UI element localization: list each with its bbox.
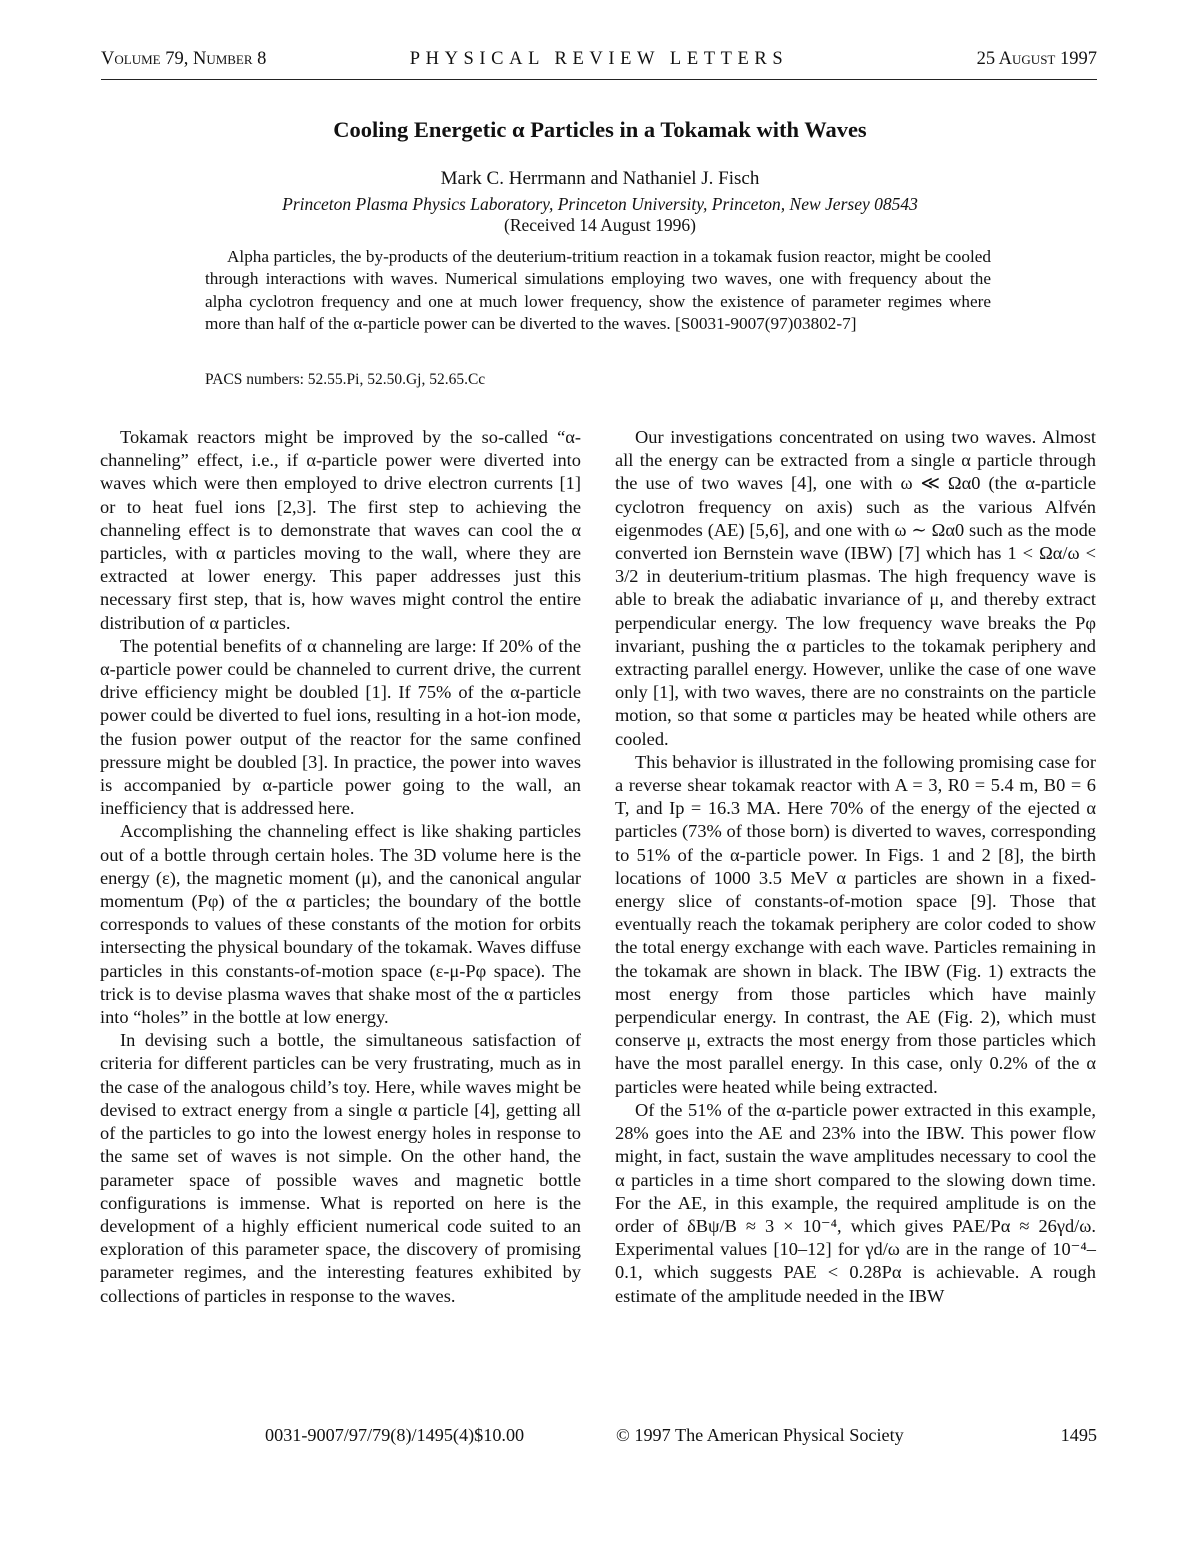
paragraph: The potential benefits of α channeling are large: If 20% of the α-particle power could be channeled to current drive, the current drive efficiency might be doubled [1]. If 75% of the α-particle power could be diverted to fuel ions, resulting in a hot-ion mode, the fusion power output of the reactor for the same confined pressure might be doubled [3]. In practice, the power into waves is accompanied by α-particle power going to the wall, an inefficiency that is addressed here. (100, 635, 581, 819)
right-column (615, 426, 1096, 1308)
journal-name: PHYSICAL REVIEW LETTERS (409, 49, 789, 69)
abstract (205, 246, 991, 336)
paragraph: Our investigations concentrated on using two waves. Almost all the energy can be extracted from a single α particle through the use of two waves [4], one with ω ≪ Ωα0 (the α-particle cyclotron frequency on axis) such as the various Alfvén eigenmodes (AE) [5,6], and one with ω ∼ Ωα0 such as the mode converted ion Bernstein wave (IBW) [7] which has 1 < Ωα/ω < 3/2 in deuterium-tritium plasmas. The high frequency wave is able to break the adiabatic invariance of μ, and thereby extract perpendicular energy. The low frequency wave breaks the Pφ invariant, pushing the α particles to the tokamak periphery and extracting parallel energy. However, unlike the case of one wave only [1], with two waves, there are no constraints on the particle motion, so that some α particles may be heated while others are cooled. (615, 427, 1096, 749)
copyright: © 1997 The American Physical Society (616, 1425, 904, 1445)
running-header (101, 44, 1097, 74)
article-code: 0031-9007/97/79(8)/1495(4)$10.00 (265, 1425, 525, 1445)
pacs-numbers: PACS numbers: 52.55.Pi, 52.50.Gj, 52.65.Cc (205, 371, 486, 388)
paragraph: This behavior is illustrated in the following promising case for a reverse shear tokamak reactor with A = 3, R0 = 5.4 m, B0 = 6 T, and Ip = 16.3 MA. Here 70% of the energy of the ejected α particles (73% of those born) is diverted to waves, corresponding to 51% of the α-particle power. In Figs. 1 and 2 [8], the birth locations of 1000 3.5 MeV α particles are shown in a fixed-energy slice of constants-of-motion space [9]. Those that eventually reach the tokamak periphery are color coded to show the total energy exchange with each wave. Particles remaining in the tokamak are shown in black. The IBW (Fig. 1) extracts the most energy from those particles which have mainly perpendicular energy. In contrast, the AE (Fig. 2), which must conserve μ, extracts the most energy from those particles which have the most parallel energy. In this case, only 0.2% of the α particles were heated while being extracted. (615, 751, 1096, 1097)
issue-date: 25 August 1997 (976, 49, 1097, 69)
volume-number: Volume 79, Number 8 (101, 49, 267, 69)
left-column (100, 426, 581, 1308)
paragraph: Of the 51% of the α-particle power extracted in this example, 28% goes into the AE and 23% into the IBW. This power flow might, in fact, sustain the wave amplitudes necessary to cool the α particles in a time short compared to the slowing down time. For the AE, in this example, the required amplitude is on the order of δBψ/B ≈ 3 × 10⁻⁴, which gives PAE/Pα ≈ 26γd/ω. Experimental values [10–12] for γd/ω are in the range of 10⁻⁴–0.1, which suggests PAE < 0.28Pα is achievable. A rough estimate of the amplitude needed in the IBW (615, 1099, 1096, 1306)
affiliation: Princeton Plasma Physics Laboratory, Princeton University, Princeton, New Jersey 08543 (282, 194, 918, 214)
paragraph: In devising such a bottle, the simultaneous satisfaction of criteria for different particles can be very frustrating, much as in the case of the analogous child’s toy. Here, while waves might be devised to extract energy from a single α particle [4], getting all of the particles to go into the lowest energy holes in response to the same set of waves is not simple. On the other hand, the parameter space of possible waves and magnetic bottle configurations is immense. What is reported on here is the development of a highly efficient numerical code suited to an exploration of this parameter space, the discovery of promising parameter regimes, and the interesting features exhibited by collections of particles in response to the waves. (100, 1030, 581, 1306)
paper-title: Cooling Energetic α Particles in a Tokamak with Waves (333, 117, 867, 142)
abstract-text: Alpha particles, the by-products of the deuterium-tritium reaction in a tokamak fusion reactor, might be cooled through interactions with waves. Numerical simulations employing two waves, one with frequency about the alpha cyclotron frequency and one at much lower frequency, show the existence of parameter regimes where more than half of the α-particle power can be diverted to the waves. [S0031-9007(97)03802-7] (205, 247, 991, 334)
authors: Mark C. Herrmann and Nathaniel J. Fisch (440, 168, 760, 189)
paragraph: Tokamak reactors might be improved by the so-called “α-channeling” effect, i.e., if α-particle power were diverted into waves which were then employed to drive electron currents [1] or to heat fuel ions [2,3]. The first step to achieving the channeling effect is to demonstrate that waves can cool the α particles, with α particles moving to the wall, where they are extracted at lower energy. This paper addresses just this necessary first step, that is, how waves might control the entire distribution of α particles. (100, 427, 581, 633)
received-date: (Received 14 August 1996) (504, 215, 696, 235)
header-rule (101, 79, 1097, 80)
paragraph: Accomplishing the channeling effect is like shaking particles out of a bottle through certain holes. The 3D volume here is the energy (ε), the magnetic moment (μ), and the canonical angular momentum (Pφ) of the α particles; the boundary of the bottle corresponds to values of these constants of the motion for orbits intersecting the physical boundary of the tokamak. Waves diffuse particles in this constants-of-motion space (ε-μ-Pφ space). The trick is to devise plasma waves that shake most of the α particles into “holes” in the bottle at low energy. (100, 821, 581, 1028)
page-number: 1495 (1060, 1425, 1097, 1445)
